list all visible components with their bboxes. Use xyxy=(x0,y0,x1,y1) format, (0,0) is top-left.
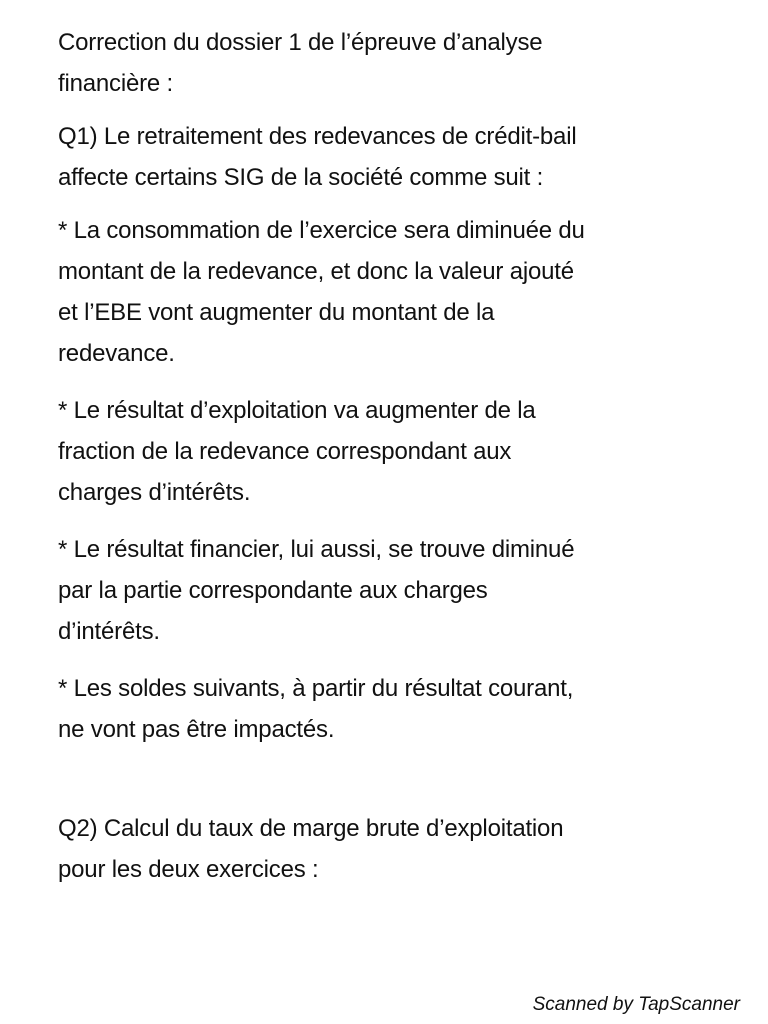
question-2-intro: Q2) Calcul du taux de marge brute d’exploitation pour les deux exercices : xyxy=(58,815,564,883)
scanner-watermark: Scanned by TapScanner xyxy=(532,994,740,1015)
document-title: Correction du dossier 1 de l’épreuve d’analyse financière : xyxy=(58,29,543,97)
spacer xyxy=(58,652,748,668)
spacer xyxy=(58,198,748,210)
point-consumption: * La consommation de l’exercice sera diminuée du montant de la redevance, et donc la valeur ajouté et l’EBE vont augmenter du montant de la redevance. xyxy=(58,217,585,367)
spacer xyxy=(58,104,748,116)
point-operating-result: * Le résultat d’exploitation va augmenter de la fraction de la redevance correspondant aux charges d’intérêts. xyxy=(58,397,536,506)
point-financial-result: * Le résultat financier, lui aussi, se trouve diminué par la partie correspondante aux charges d’intérêts. xyxy=(58,536,575,645)
document-page xyxy=(58,22,748,890)
question-1-intro: Q1) Le retraitement des redevances de crédit-bail affecte certains SIG de la société comme suit : xyxy=(58,123,577,191)
spacer xyxy=(58,513,748,529)
point-following-balances: * Les soldes suivants, à partir du résultat courant, ne vont pas être impactés. xyxy=(58,675,574,743)
spacer xyxy=(58,750,748,808)
spacer xyxy=(58,374,748,390)
